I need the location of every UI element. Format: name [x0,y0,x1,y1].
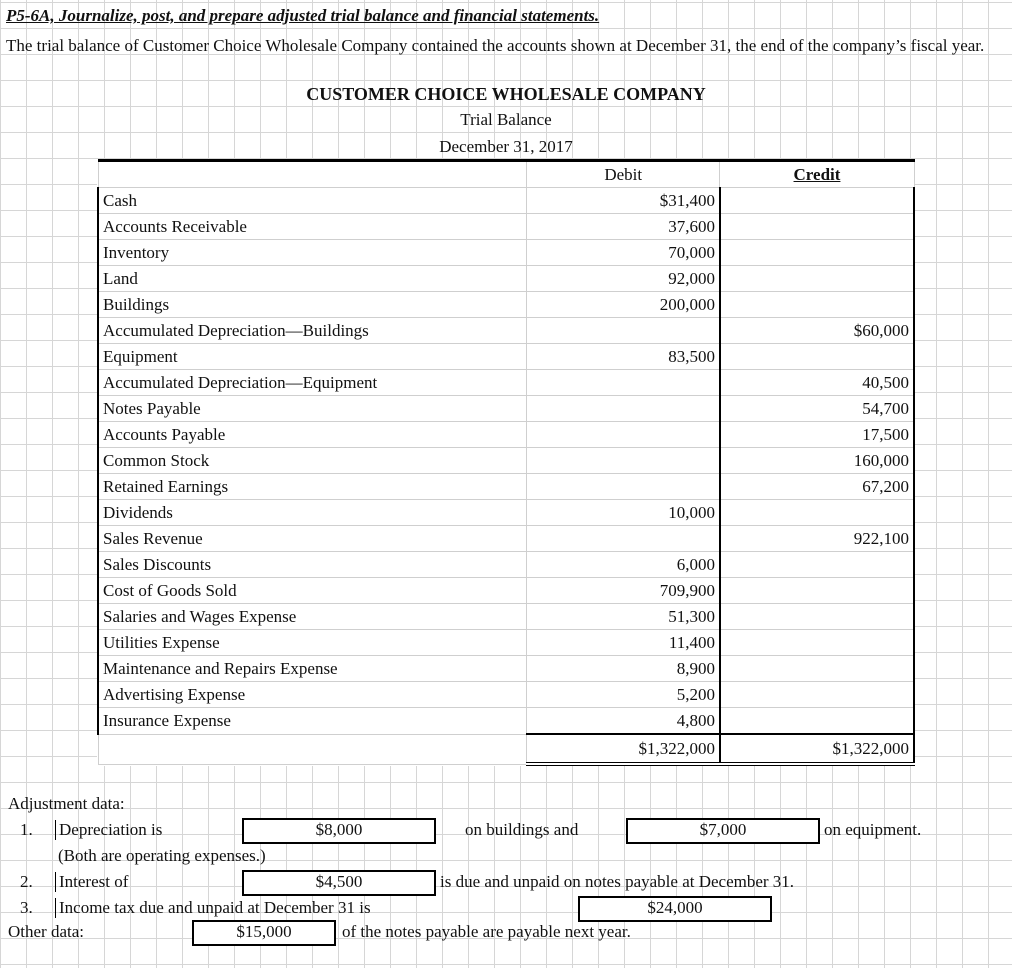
debit-amount: 5,200 [526,682,720,708]
debit-amount [526,422,720,448]
debit-amount: $31,400 [526,188,720,214]
interest-field[interactable]: $4,500 [242,870,436,896]
credit-header: Credit [720,161,914,188]
table-row [98,266,914,292]
credit-amount: 160,000 [720,448,914,474]
account-name: Notes Payable [98,396,526,422]
account-name: Cash [98,188,526,214]
income-tax-field[interactable]: $24,000 [578,896,772,922]
debit-amount: 11,400 [526,630,720,656]
account-name: Land [98,266,526,292]
credit-amount [720,214,914,240]
table-row [98,214,914,240]
credit-amount: 922,100 [720,526,914,552]
table-row [98,578,914,604]
debit-amount: 4,800 [526,708,720,735]
debit-amount: 8,900 [526,656,720,682]
statement-title: Trial Balance [460,110,552,129]
table-row [98,630,914,656]
table-row [98,526,914,552]
company-name: CUSTOMER CHOICE WHOLESALE COMPANY [306,84,706,104]
account-name: Retained Earnings [98,474,526,500]
credit-amount [720,292,914,318]
account-name: Salaries and Wages Expense [98,604,526,630]
credit-amount: 54,700 [720,396,914,422]
account-header [98,161,526,188]
item3-number: 3. [20,898,33,917]
total-debit: $1,322,000 [526,734,720,764]
other-data-end-text: of the notes payable are payable next year. [342,922,631,941]
debit-amount: 51,300 [526,604,720,630]
account-name: Sales Revenue [98,526,526,552]
account-name: Common Stock [98,448,526,474]
adjustment-heading: Adjustment data: [8,794,125,813]
debit-amount: 200,000 [526,292,720,318]
credit-amount [720,682,914,708]
account-name: Accumulated Depreciation—Equipment [98,370,526,396]
table-row [98,604,914,630]
credit-amount: $60,000 [720,318,914,344]
credit-amount [720,188,914,214]
account-name: Advertising Expense [98,682,526,708]
table-row [98,396,914,422]
credit-amount [720,266,914,292]
account-name: Cost of Goods Sold [98,578,526,604]
item2-end-text: is due and unpaid on notes payable at December 31. [440,872,795,891]
table-row [98,708,914,735]
account-name: Accumulated Depreciation—Buildings [98,318,526,344]
account-name: Dividends [98,500,526,526]
account-name: Accounts Payable [98,422,526,448]
account-name: Inventory [98,240,526,266]
account-name: Sales Discounts [98,552,526,578]
trial-balance-table [97,159,915,766]
credit-amount: 40,500 [720,370,914,396]
account-name: Utilities Expense [98,630,526,656]
debit-amount [526,474,720,500]
totals-row [98,734,914,764]
debit-amount: 10,000 [526,500,720,526]
debit-amount: 83,500 [526,344,720,370]
account-name: Insurance Expense [98,708,526,735]
table-row [98,682,914,708]
item1-mid-text: on buildings and [465,820,579,839]
credit-amount [720,604,914,630]
table-row [98,344,914,370]
debit-amount: 37,600 [526,214,720,240]
table-row [98,656,914,682]
debit-amount: 92,000 [526,266,720,292]
item1-number: 1. [20,820,33,839]
debit-amount: 70,000 [526,240,720,266]
debit-amount [526,526,720,552]
credit-amount [720,344,914,370]
debit-amount [526,370,720,396]
table-row [98,370,914,396]
credit-amount [720,500,914,526]
item3-label: Income tax due and unpaid at December 31 is [55,898,371,918]
item1-label: Depreciation is [55,820,162,840]
item2-label: Interest of [55,872,128,892]
total-credit: $1,322,000 [720,734,914,764]
credit-amount: 67,200 [720,474,914,500]
debit-amount: 709,900 [526,578,720,604]
debit-amount [526,318,720,344]
table-row [98,188,914,214]
item1-end-text: on equipment. [824,820,922,839]
table-row [98,500,914,526]
debit-amount: 6,000 [526,552,720,578]
credit-amount [720,708,914,735]
table-row [98,448,914,474]
item2-number: 2. [20,872,33,891]
debit-amount [526,448,720,474]
account-name: Maintenance and Repairs Expense [98,656,526,682]
notes-payable-next-year-field[interactable]: $15,000 [192,920,336,946]
account-name: Equipment [98,344,526,370]
statement-date: December 31, 2017 [439,137,573,156]
credit-amount [720,630,914,656]
other-data-label: Other data: [8,922,84,941]
account-name: Accounts Receivable [98,214,526,240]
credit-amount [720,578,914,604]
credit-amount [720,552,914,578]
credit-amount: 17,500 [720,422,914,448]
credit-amount [720,656,914,682]
problem-title: P5-6A, Journalize, post, and prepare adjusted trial balance and financial statements. [6,6,600,25]
account-name: Buildings [98,292,526,318]
debit-amount [526,396,720,422]
table-row [98,292,914,318]
table-header-row [98,161,914,188]
totals-label [98,734,526,764]
credit-amount [720,240,914,266]
item1-note: (Both are operating expenses.) [58,846,266,865]
table-row [98,474,914,500]
intro-text: The trial balance of Customer Choice Wholesale Company contained the accounts shown at December 31, the end of the company’s fiscal year. [6,36,985,55]
table-row [98,422,914,448]
depreciation-buildings-field[interactable]: $8,000 [242,818,436,844]
depreciation-equipment-field[interactable]: $7,000 [626,818,820,844]
table-row [98,552,914,578]
debit-header: Debit [526,161,720,188]
table-row [98,240,914,266]
table-row [98,318,914,344]
